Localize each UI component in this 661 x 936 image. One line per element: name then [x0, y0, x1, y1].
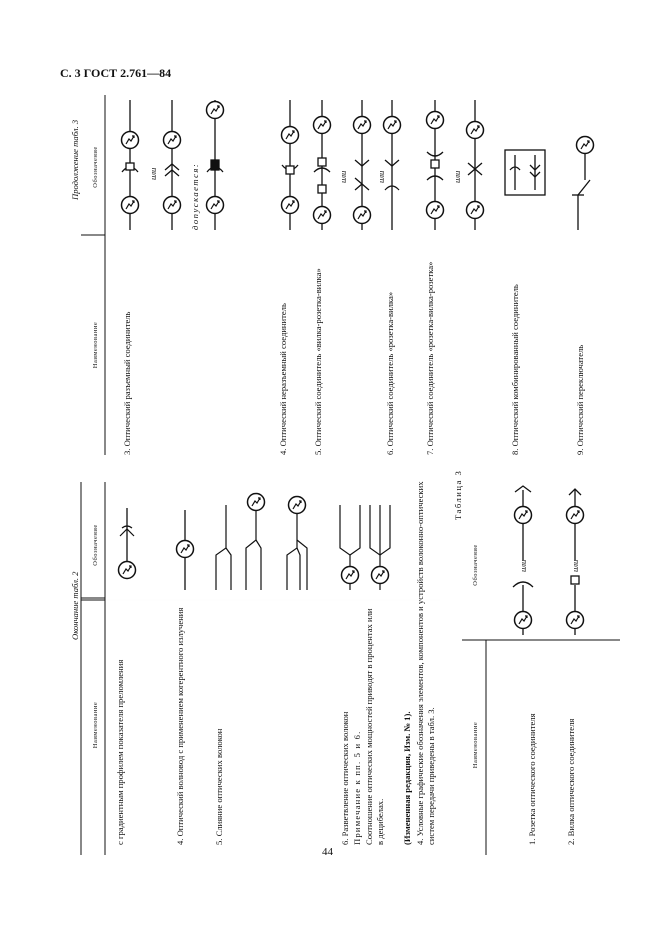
- right-row-6-ili: или: [376, 170, 386, 183]
- left-row-branch: 6. Разветвление оптических волокон: [340, 711, 350, 845]
- symbol-combined-connector: [505, 150, 545, 195]
- right-row-3: 3. Оптический разъемный соединитель: [122, 311, 132, 455]
- table3-title: Таблица 3: [453, 469, 463, 520]
- symbol-fiber-branch: [340, 505, 390, 590]
- right-row-8: 8. Оптический комбинированный соединитель: [510, 284, 520, 455]
- right-row-5-ili: или: [338, 170, 348, 183]
- left-col-name-header: Наименование: [92, 701, 99, 749]
- t3-row-socket: 1. Розетка оптического соединителя: [527, 713, 537, 845]
- right-row-4: 4. Оптический неразъемный соединитель: [278, 303, 288, 455]
- symbol-optical-switch: [572, 137, 594, 231]
- right-row-3-allowed: допускается:: [190, 162, 200, 230]
- symbol-permanent-connector: [282, 100, 299, 230]
- right-row-3-ili: или: [148, 167, 158, 180]
- right-row-5: 5. Оптический соединитель «вилка-розетка-вилка»: [313, 268, 323, 455]
- right-row-6: 6. Оптический соединитель «розетка-вилка»: [385, 291, 395, 455]
- right-row-7-ili: или: [452, 170, 462, 183]
- t3-row-plug-ili: или: [570, 559, 580, 572]
- right-col-name-header: Наименование: [92, 321, 99, 369]
- t3-row-plug: 2. Вилка оптического соединителя: [566, 718, 576, 845]
- left-table-rules: [81, 484, 440, 855]
- page-header: С. 3 ГОСТ 2.761—84: [60, 66, 172, 80]
- page-number: 44: [322, 846, 333, 858]
- left-row-merge: 5. Слияние оптических волокон: [214, 728, 224, 845]
- left-row-coherent: 4. Оптический волновод с применением когерентного излучения: [175, 607, 185, 845]
- symbol-gradient-fiber: [119, 508, 136, 579]
- right-row-9: 9. Оптический переключатель: [575, 344, 585, 455]
- symbol-plug-socket-plug: [314, 100, 331, 230]
- left-col-symbol-header: Обозначение: [92, 524, 99, 566]
- left-para-4: 4. Условные графические обозначения элементов, компонентов и устройств волоконно-оптических систем передачи приведены в табл. 3.: [415, 481, 436, 845]
- right-continuation-caption: Продолжение табл. 3: [70, 119, 80, 200]
- symbol-fiber-merge: [216, 494, 307, 591]
- left-note-body: Соотношение оптических мощностей приводят в процентах или в децибелах.: [364, 608, 385, 845]
- symbol-detachable-connector: [122, 100, 224, 230]
- t3-row-socket-ili: или: [518, 559, 528, 572]
- right-table-rules: [81, 95, 620, 455]
- t3-col-name-header: Наименование: [472, 721, 479, 769]
- right-col-symbol-header: Обозначение: [92, 146, 99, 188]
- note-label: Примечание: [352, 787, 362, 845]
- symbol-coherent-waveguide: [177, 510, 194, 590]
- left-note-label: [352, 605, 363, 845]
- left-row-gradient: с градиентным профилем показателя преломления: [115, 659, 125, 845]
- table3-rules: [462, 486, 620, 855]
- note-ref: к пп. 5 и 6.: [352, 730, 362, 785]
- left-continuation-caption: Окончание табл. 2: [70, 571, 80, 640]
- left-revision: (Измененная редакция, Изм. № 1).: [402, 711, 412, 845]
- right-row-7: 7. Оптический соединитель «розетка-вилка-розетка»: [425, 261, 435, 455]
- t3-col-symbol-header: Обозначение: [472, 544, 479, 586]
